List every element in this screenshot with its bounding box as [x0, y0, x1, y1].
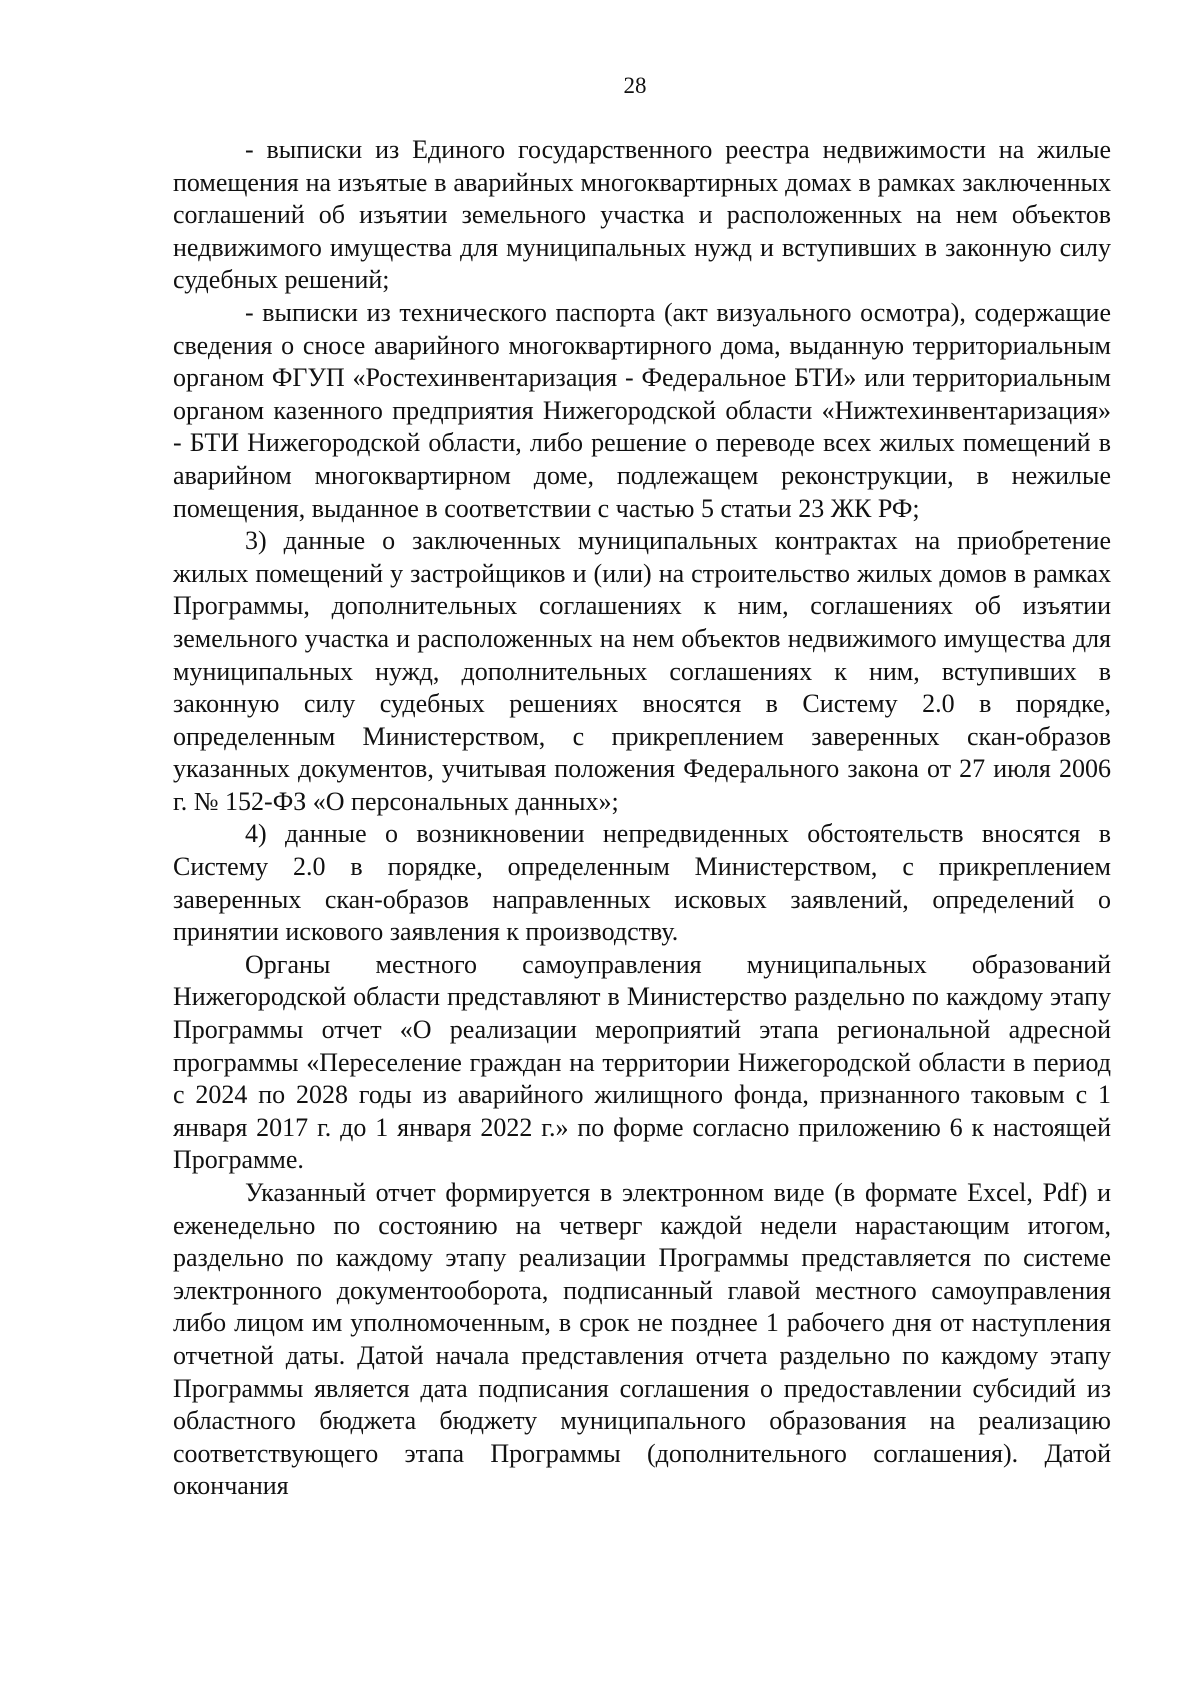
- paragraph-item-4-unforeseen: 4) данные о возникновении непредвиденных обстоятельств вносятся в Систему 2.0 в порядке, определенным Министерством, с прикреплением заверенных скан-образов направленных исковых заявлений, определений о принятии искового заявления к производству.: [173, 819, 1111, 947]
- paragraph-item-3-contracts: 3) данные о заключенных муниципальных контрактах на приобретение жилых помещений у застройщиков и (или) на строительство жилых домов в рамках Программы, дополнительных соглашениях к ним, соглашениях об изъятии земельного участка и расположенных на нем объектов недвижимого имущества для муниципальных нужд, дополнительных соглашениях к ним, вступивших в законную силу судебных решениях вносятся в Систему 2.0 в порядке, определенным Министерством, с прикреплением заверенных скан-образов указанных документов, учитывая положения Федерального закона от 27 июля 2006 г. № 152-ФЗ «О персональных данных»;: [173, 526, 1111, 816]
- paragraph-technical-passport: - выписки из технического паспорта (акт визуального осмотра), содержащие сведения о сносе аварийного многоквартирного дома, выданную территориальным органом ФГУП «Ростехинвентаризация - Федеральное БТИ» или территориальным органом казенного предприятия Нижегородской области «Нижтехинвентаризация» - БТИ Нижегородской области, либо решение о переводе всех жилых помещений в аварийном многоквартирном доме, подлежащем реконструкции, в нежилые помещения, выданное в соответствии с частью 5 статьи 23 ЖК РФ;: [173, 297, 1111, 523]
- document-body: [173, 134, 1111, 1503]
- paragraph-municipal-report: Органы местного самоуправления муниципальных образований Нижегородской области представляют в Министерство раздельно по каждому этапу Программы отчет «О реализации мероприятий этапа региональной адресной программы «Переселение граждан на территории Нижегородской области в период с 2024 по 2028 годы из аварийного жилищного фонда, признанного таковым с 1 января 2017 г. до 1 января 2022 г.» по форме согласно приложению 6 к настоящей Программе.: [173, 949, 1111, 1175]
- paragraph-egrn-extracts: - выписки из Единого государственного реестра недвижимости на жилые помещения на изъятые в аварийных многоквартирных домах в рамках заключенных соглашений об изъятии земельного участка и расположенных на нем объектов недвижимого имущества для муниципальных нужд и вступивших в законную силу судебных решений;: [173, 135, 1111, 295]
- paragraph-report-format: Указанный отчет формируется в электронном виде (в формате Excel, Pdf) и еженедельно по состоянию на четверг каждой недели нарастающим итогом, раздельно по каждому этапу реализации Программы представляется по системе электронного документооборота, подписанный главой местного самоуправления либо лицом им уполномоченным, в срок не позднее 1 рабочего дня от наступления отчетной даты. Датой начала представления отчета раздельно по каждому этапу Программы является дата подписания соглашения о предоставлении субсидий из областного бюджета бюджету муниципального образования на реализацию соответствующего этапа Программы (дополнительного соглашения). Датой окончания: [173, 1178, 1111, 1501]
- page-number: 28: [623, 73, 647, 98]
